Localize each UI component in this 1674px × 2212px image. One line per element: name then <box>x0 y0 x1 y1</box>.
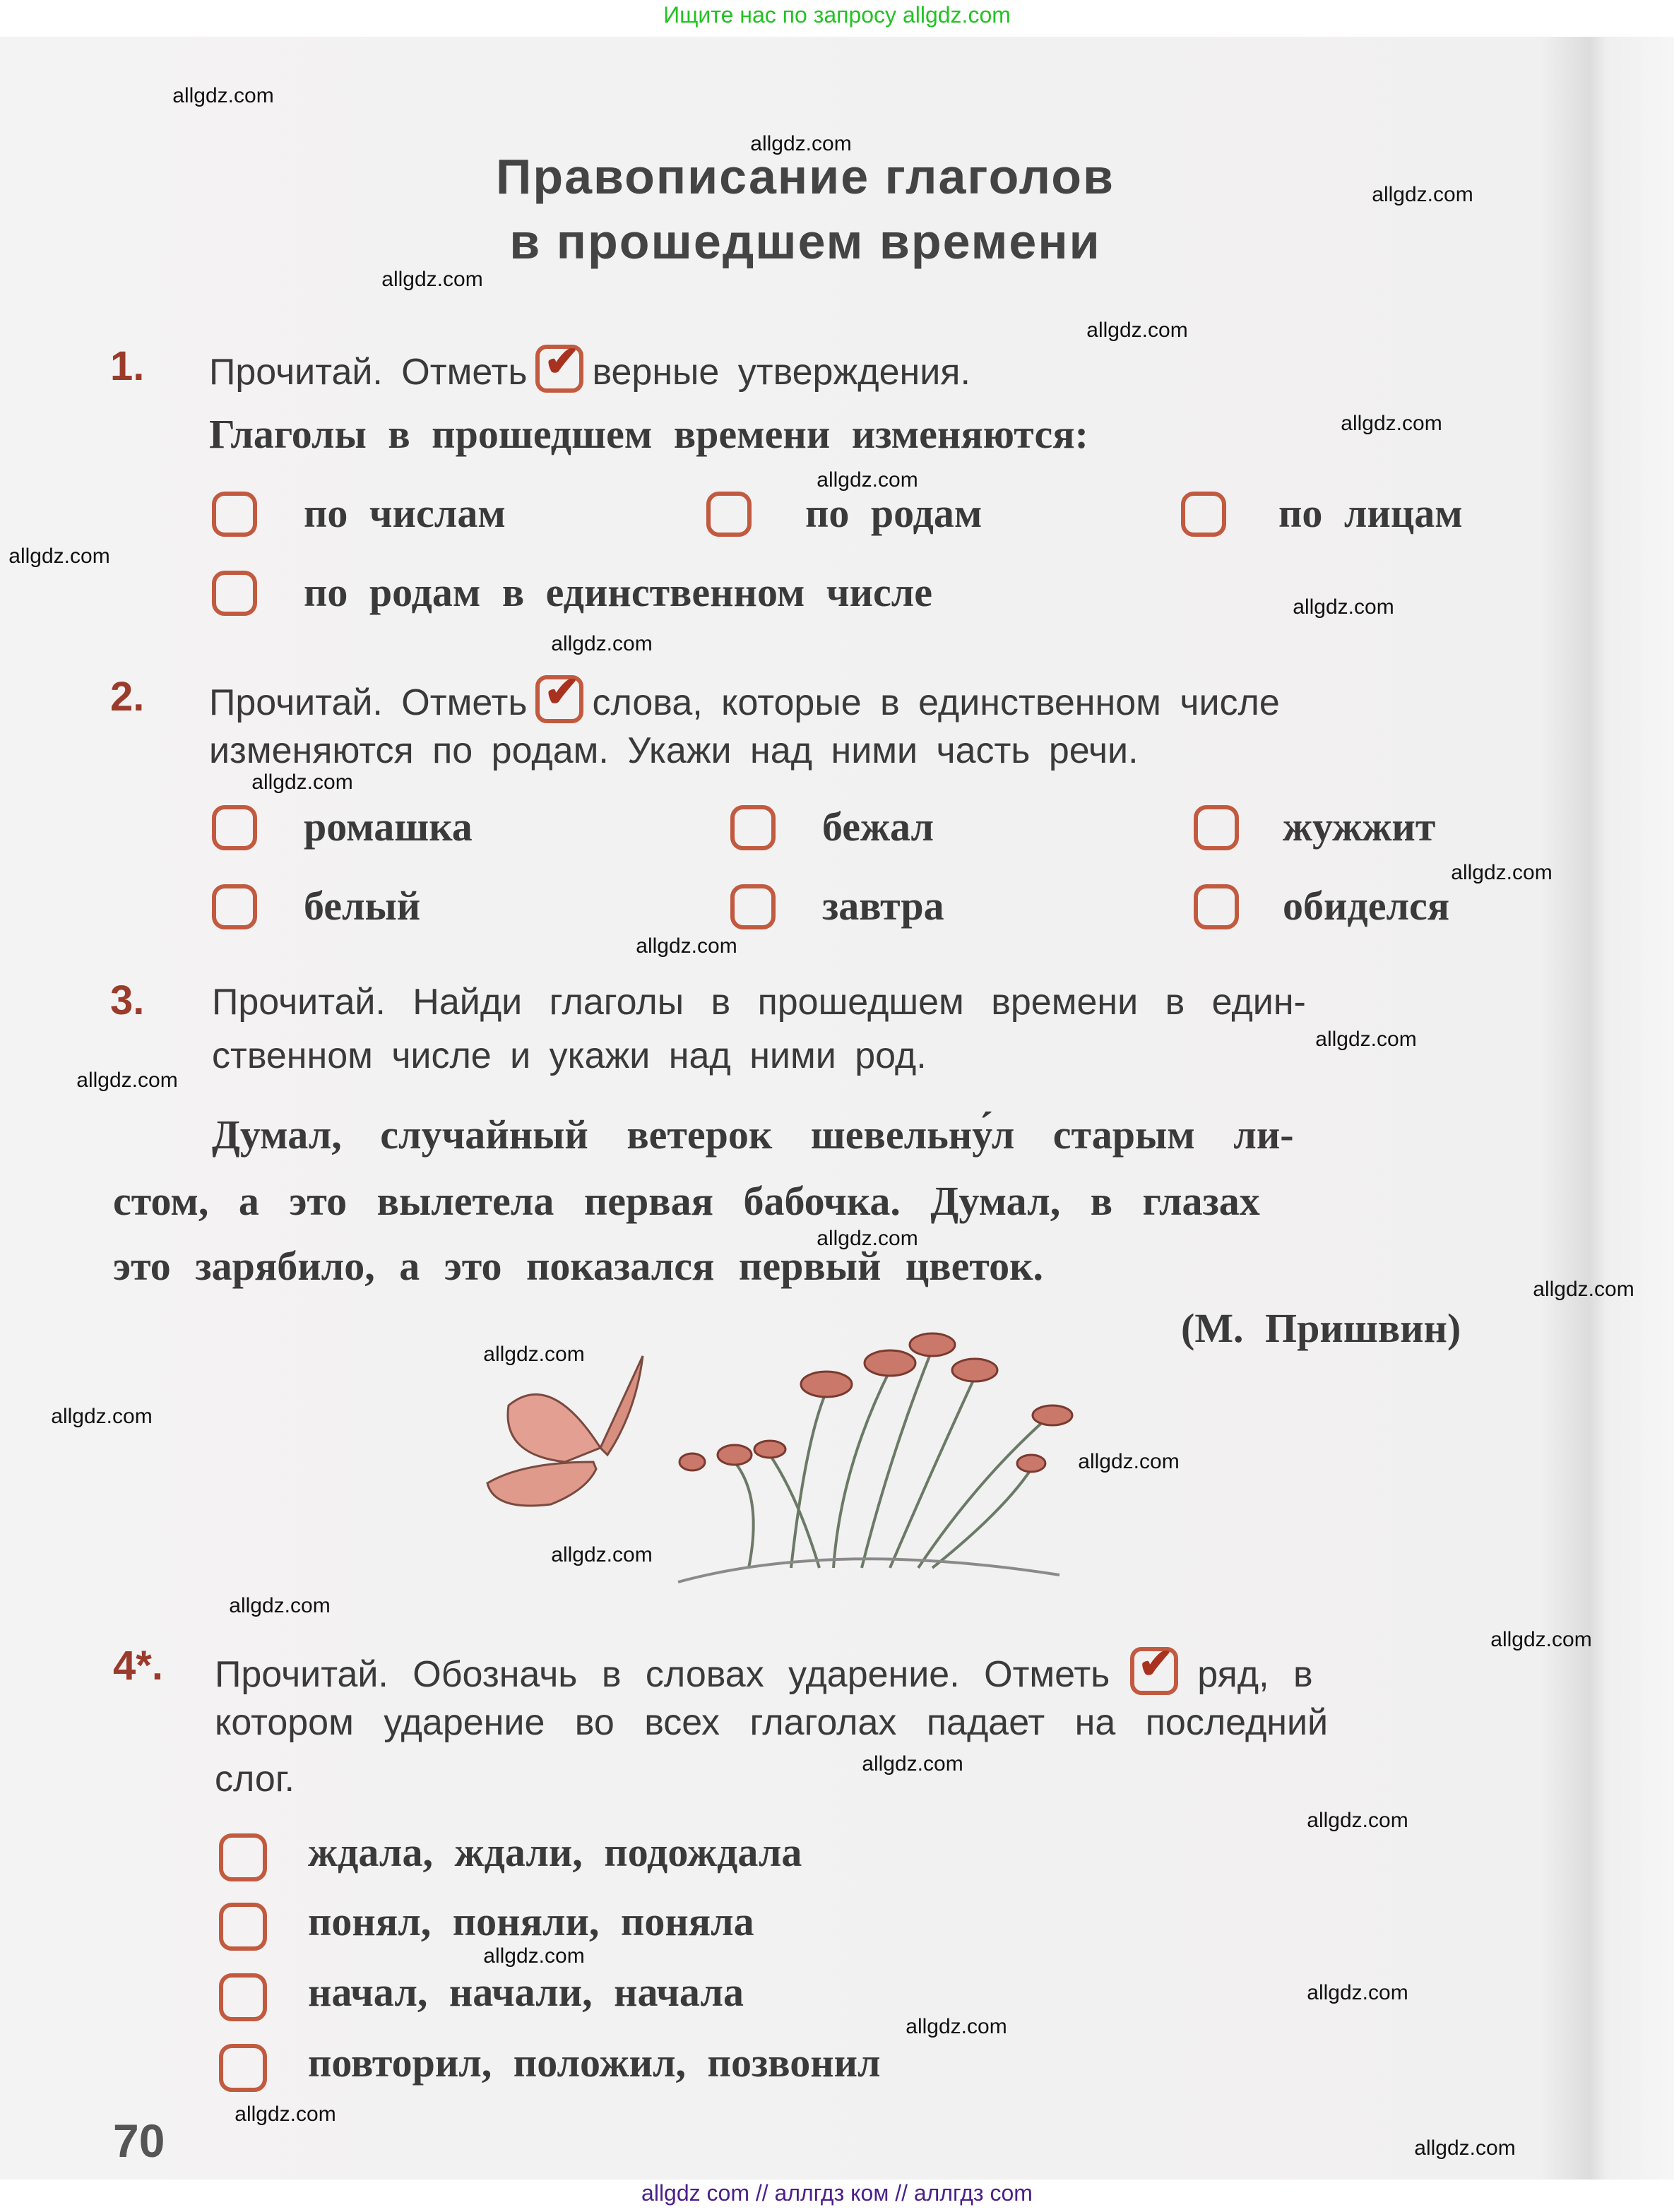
watermark: allgdz.com <box>1315 1028 1417 1052</box>
watermark: allgdz.com <box>1078 1450 1180 1474</box>
watermark: allgdz.com <box>862 1752 963 1776</box>
task1-option-2: по родам <box>805 492 983 537</box>
task4-number: 4*. <box>113 1644 163 1689</box>
check-glyph: ✔ <box>544 339 580 386</box>
task4-option-4: повторил, положил, позвонил <box>308 2041 881 2086</box>
task3-text-line2: стом, а это вылетела первая бабочка. Думал, в глазах <box>113 1179 1260 1225</box>
task4-option-3: начал, начали, начала <box>308 1970 744 2016</box>
task4-option-2: понял, поняли, поняла <box>308 1900 754 1945</box>
task3-text-line3: это зарябило, а это показался первый цветок. <box>113 1244 1043 1290</box>
task3-instruction-line1: Прочитай. Найди глаголы в прошедшем времени в един- <box>212 980 1306 1023</box>
task1-number: 1. <box>110 345 145 390</box>
task1-option-4: по родам в единственном числе <box>304 571 933 616</box>
watermark: allgdz.com <box>551 632 653 656</box>
watermark: allgdz.com <box>636 934 737 958</box>
watermark: allgdz.com <box>551 1543 653 1567</box>
watermark: allgdz.com <box>1533 1278 1634 1302</box>
task1-heading: Глаголы в прошедшем времени изменяются: <box>209 412 1088 458</box>
bottom-banner[interactable]: allgdz com // аллгдз ком // аллгдз com <box>641 2182 1033 2206</box>
watermark: allgdz.com <box>1307 1809 1408 1833</box>
task2-checkbox-1[interactable] <box>212 805 257 850</box>
task2-word-4: белый <box>304 884 421 929</box>
task4-instruction-line3: слог. <box>215 1757 295 1800</box>
watermark: allgdz.com <box>483 1944 585 1968</box>
page-title-line1: Правописание глаголов <box>496 150 1115 205</box>
task1-option-1: по числам <box>304 492 506 537</box>
watermark: allgdz.com <box>1307 1981 1408 2005</box>
watermark: allgdz.com <box>1086 319 1188 343</box>
watermark: allgdz.com <box>51 1405 153 1429</box>
butterfly-icon <box>487 1356 643 1506</box>
task2-checkbox-5[interactable] <box>730 884 776 929</box>
watermark: allgdz.com <box>1451 861 1553 885</box>
task4-option-1: ждала, ждали, подождала <box>308 1831 802 1876</box>
task3-instruction-line2: ственном числе и укажи над ними род. <box>212 1034 927 1076</box>
watermark: allgdz.com <box>750 132 852 156</box>
watermark: allgdz.com <box>251 771 353 795</box>
task2-word-3: жужжит <box>1283 805 1436 850</box>
task2-checkbox-6[interactable] <box>1194 884 1239 929</box>
watermark: allgdz.com <box>172 84 274 108</box>
task2-instruction-line2: изменяются по родам. Укажи над ними часть речи. <box>209 729 1139 771</box>
watermark: allgdz.com <box>1341 412 1442 436</box>
watermark: allgdz.com <box>8 545 110 569</box>
task2-word-5: завтра <box>822 884 944 929</box>
watermark: allgdz.com <box>1490 1628 1592 1652</box>
task1-checkbox-1[interactable] <box>212 492 257 537</box>
watermark: allgdz.com <box>229 1594 331 1618</box>
task3-text-line1: Думал, случайный ветерок шевельну́л старым ли- <box>212 1113 1294 1158</box>
watermark: allgdz.com <box>817 468 918 492</box>
task2-checkbox-4[interactable] <box>212 884 257 929</box>
task1-option-3: по лицам <box>1278 492 1463 537</box>
check-glyph: ✔ <box>544 670 580 716</box>
watermark: allgdz.com <box>483 1343 585 1367</box>
task2-instr-b: слова, которые в единственном числе <box>592 681 1280 723</box>
task4-instruction-line2: котором ударение во всех глаголах падает на последний <box>215 1701 1329 1743</box>
checkmark-icon <box>535 339 583 393</box>
task2-checkbox-3[interactable] <box>1194 805 1239 850</box>
page-title-line2: в прошедшем времени <box>509 215 1101 270</box>
task2-word-6: обиделся <box>1283 884 1450 929</box>
task1-checkbox-3[interactable] <box>1181 492 1226 537</box>
task4-instr-b: ряд, в <box>1197 1653 1313 1695</box>
watermark: allgdz.com <box>1372 183 1473 207</box>
task1-instr-b: верные утверждения. <box>592 350 970 393</box>
task1-checkbox-4[interactable] <box>212 571 257 616</box>
task2-checkbox-2[interactable] <box>730 805 776 850</box>
task1-instr-a: Прочитай. Отметь <box>209 350 528 393</box>
task2-word-1: ромашка <box>304 805 473 850</box>
task4-checkbox-2[interactable] <box>219 1903 267 1951</box>
watermark: allgdz.com <box>906 2015 1007 2039</box>
task4-instruction-line1 <box>215 1641 1313 1696</box>
watermark: allgdz.com <box>76 1069 178 1093</box>
watermark: allgdz.com <box>1414 2136 1516 2160</box>
task1-instruction <box>209 339 970 394</box>
task2-word-2: бежал <box>822 805 934 850</box>
task4-checkbox-3[interactable] <box>219 1973 267 2021</box>
page-number: 70 <box>113 2115 165 2167</box>
task4-instr-a: Прочитай. Обозначь в словах ударение. Отметь <box>215 1653 1110 1695</box>
watermark: allgdz.com <box>235 2103 336 2127</box>
task1-checkbox-2[interactable] <box>706 492 752 537</box>
checkmark-icon <box>535 670 583 723</box>
top-banner[interactable]: Ищите нас по запросу allgdz.com <box>663 4 1011 28</box>
task3-author: (М. Пришвин) <box>1181 1307 1461 1352</box>
watermark: allgdz.com <box>1293 595 1394 619</box>
checkmark-icon <box>1129 1641 1177 1695</box>
task4-checkbox-1[interactable] <box>219 1833 267 1881</box>
task2-number: 2. <box>110 675 145 720</box>
task2-instruction <box>209 670 1280 725</box>
task2-instr-a: Прочитай. Отметь <box>209 681 528 723</box>
check-glyph: ✔ <box>1138 1641 1174 1688</box>
task4-checkbox-4[interactable] <box>219 2044 267 2092</box>
task3-number: 3. <box>110 979 145 1024</box>
watermark: allgdz.com <box>817 1227 918 1251</box>
watermark: allgdz.com <box>381 268 483 292</box>
